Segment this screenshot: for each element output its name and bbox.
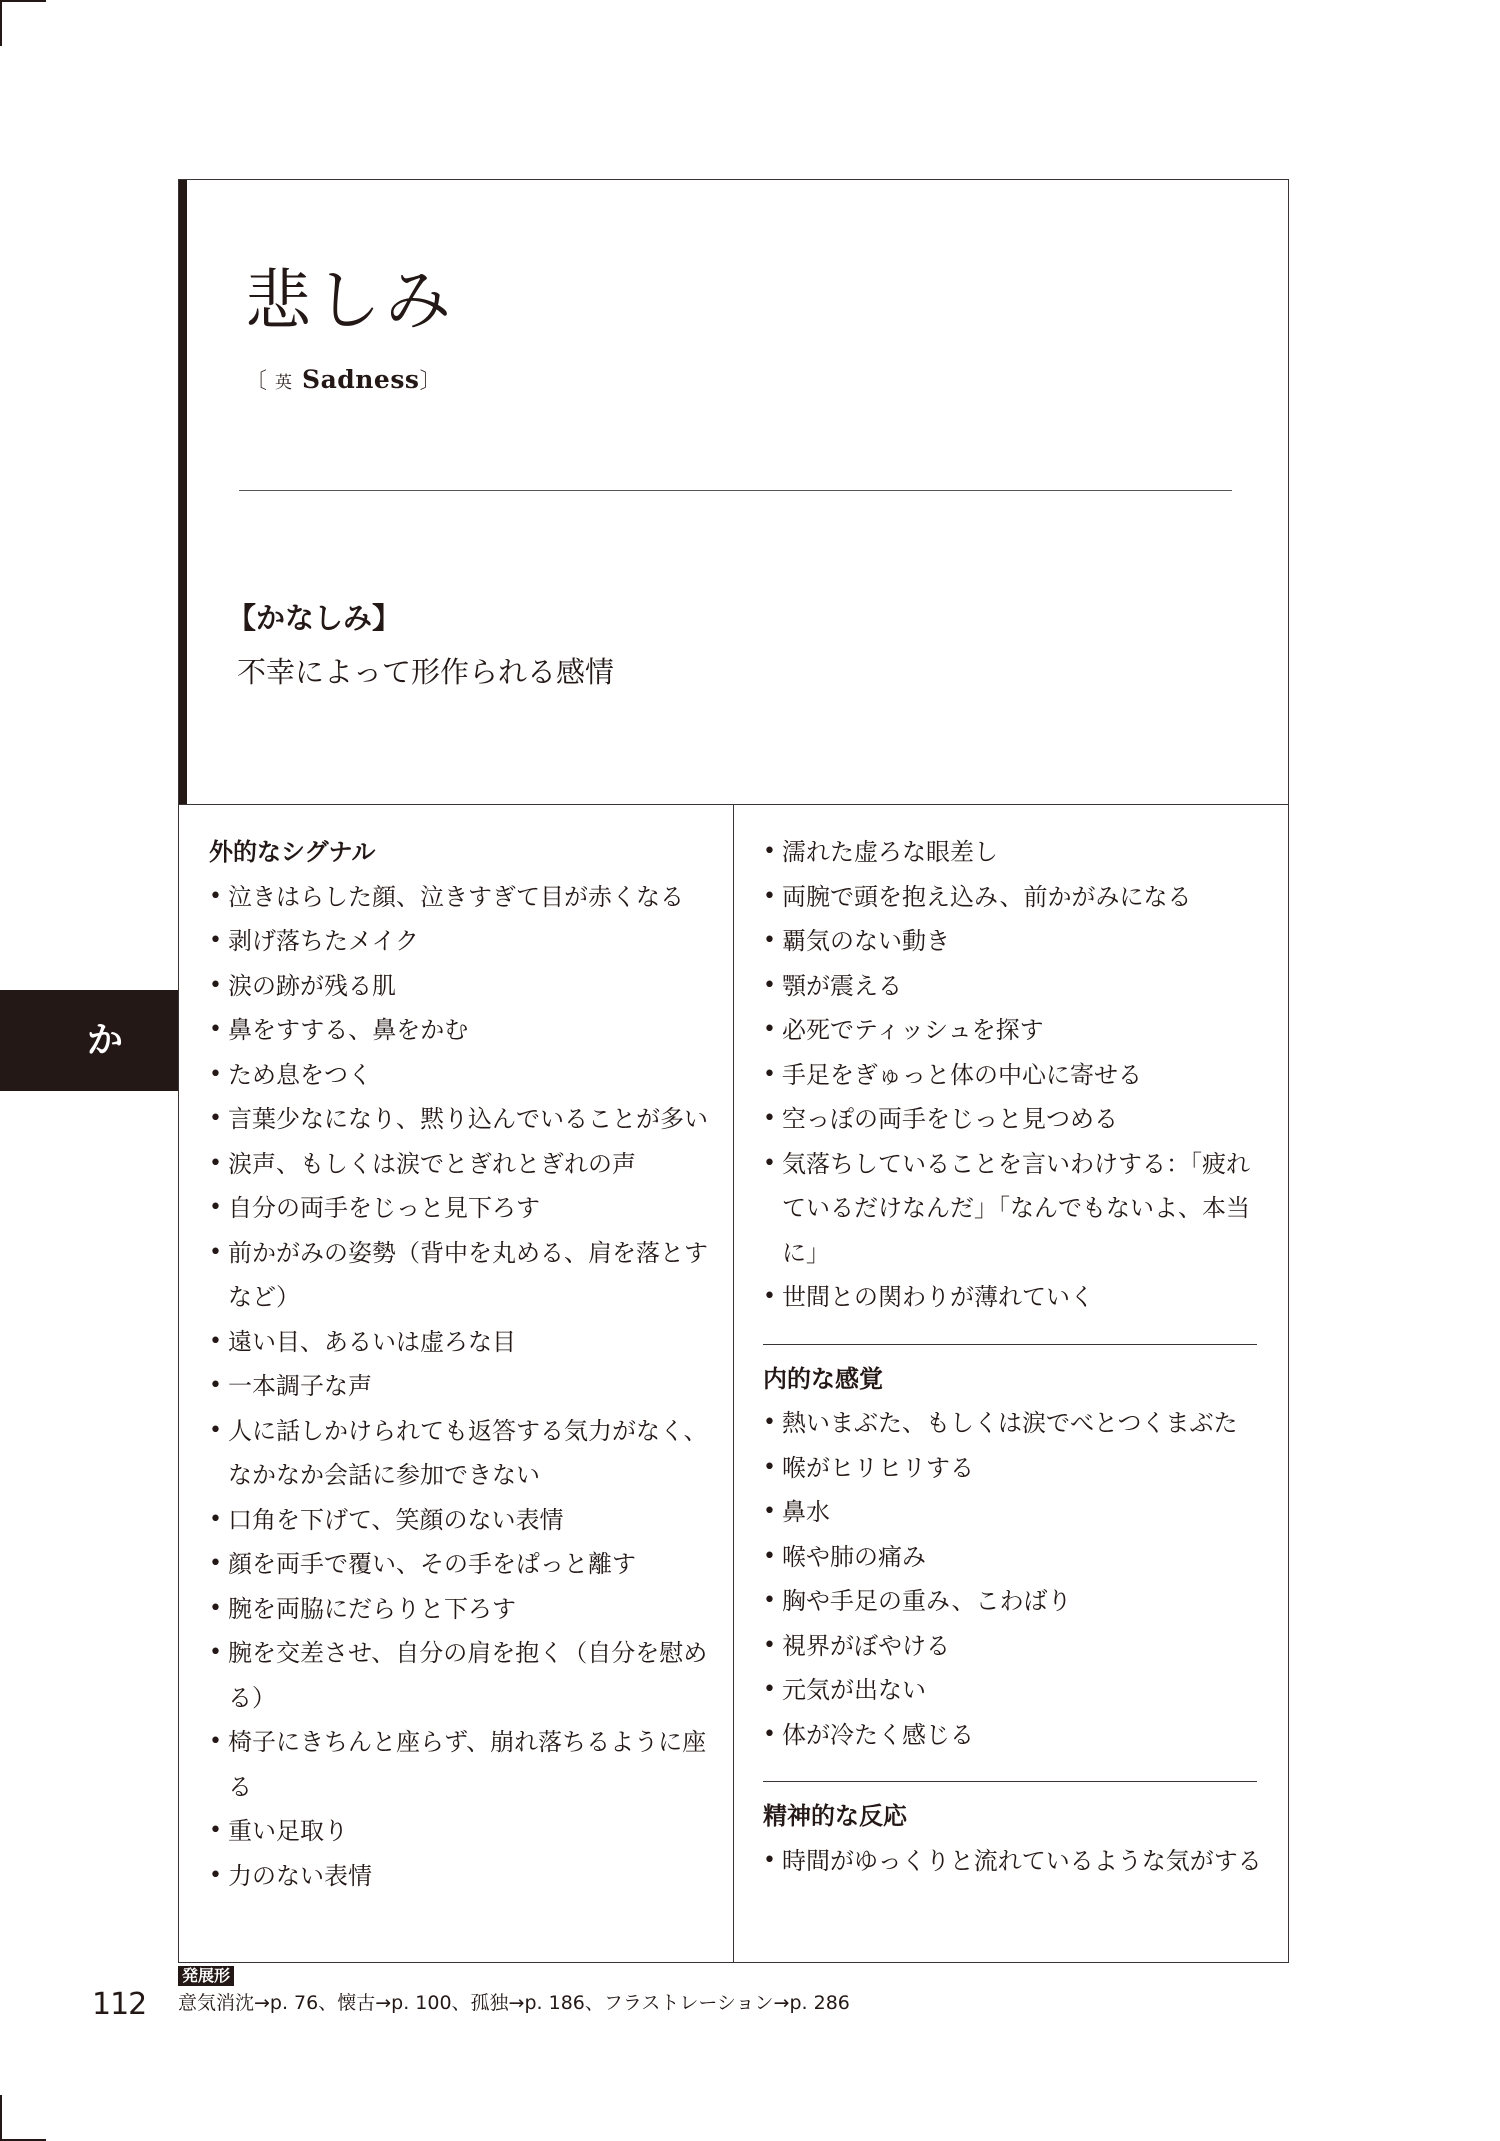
list-item: • 剥げ落ちたメイク (209, 919, 714, 964)
list-item: • 喉や肺の痛み (763, 1535, 1263, 1580)
list-item: • 鼻水 (763, 1490, 1263, 1535)
list-item: • 口角を下げて、笑顔のない表情 (209, 1498, 714, 1543)
list-item: • 重い足取り (209, 1809, 714, 1854)
list-item: • 両腕で頭を抱え込み、前かがみになる (763, 875, 1263, 920)
definition: 不幸によって形作られる感情 (237, 655, 615, 689)
left-column (209, 830, 714, 1898)
section-divider (763, 1344, 1257, 1345)
internal-sensations-heading: 内的な感覚 (763, 1364, 883, 1393)
accent-bar (179, 180, 187, 805)
list-item: • 椅子にきちんと座らず、崩れ落ちるように座る (209, 1720, 714, 1809)
language-label: 英 (275, 373, 293, 393)
list-item: • 時間がゆっくりと流れているような気がする (763, 1839, 1263, 1884)
list-item: • 腕を両脇にだらりと下ろす (209, 1587, 714, 1632)
index-tab: か (0, 990, 178, 1091)
bracket-close: 〕 (419, 369, 442, 394)
list-item: • 元気が出ない (763, 1668, 1263, 1713)
list-item: • 前かがみの姿勢（背中を丸める、肩を落とすなど） (209, 1231, 714, 1320)
list-item: • 熱いまぶた、もしくは涙でべとつくまぶた (763, 1401, 1263, 1446)
list-item: • 手足をぎゅっと体の中心に寄せる (763, 1053, 1263, 1098)
right-column (763, 830, 1263, 1883)
mental-responses-heading: 精神的な反応 (763, 1802, 907, 1830)
list-item: • 濡れた虚ろな眼差し (763, 830, 1263, 875)
bracket-open: 〔 (245, 369, 268, 394)
internal-sensations-list (763, 1401, 1263, 1757)
list-item: • 泣きはらした顔、泣きすぎて目が赤くなる (209, 875, 714, 920)
external-signals-list-continued (763, 830, 1263, 1320)
list-item: • 必死でティッシュを探す (763, 1008, 1263, 1053)
list-item: • 顔を両手で覆い、その手をぱっと離す (209, 1542, 714, 1587)
external-signals-list (209, 875, 714, 1899)
list-item: • 世間との関わりが薄れていく (763, 1275, 1263, 1320)
english-label (245, 367, 442, 393)
derivations-label: 発展形 (178, 1966, 234, 1986)
entry-card (178, 179, 1289, 1963)
list-item: • 涙声、もしくは涙でとぎれとぎれの声 (209, 1142, 714, 1187)
mental-responses-list (763, 1839, 1263, 1884)
page-number: 112 (92, 1987, 147, 2022)
list-item: • 視界がぼやける (763, 1624, 1263, 1669)
list-item: • 胸や手足の重み、こわばり (763, 1579, 1263, 1624)
list-item: • ため息をつく (209, 1053, 714, 1098)
list-item: • 自分の両手をじっと見下ろす (209, 1186, 714, 1231)
crop-mark-top-left-v (0, 0, 2, 46)
title-divider (239, 490, 1232, 491)
list-item: • 人に話しかけられても返答する気力がなく、なかなか会話に参加できない (209, 1409, 714, 1498)
english-word: Sadness (302, 365, 420, 394)
list-item: • 一本調子な声 (209, 1364, 714, 1409)
reading: 【かなしみ】 (227, 601, 402, 635)
list-item: • 鼻をすする、鼻をかむ (209, 1008, 714, 1053)
list-item: • 遠い目、あるいは虚ろな目 (209, 1320, 714, 1365)
crop-mark-top-left-h (0, 0, 46, 2)
list-item: • 空っぽの両手をじっと見つめる (763, 1097, 1263, 1142)
list-item: • 喉がヒリヒリする (763, 1446, 1263, 1491)
column-divider (733, 804, 734, 1962)
list-item: • 体が冷たく感じる (763, 1713, 1263, 1758)
list-item: • 涙の跡が残る肌 (209, 964, 714, 1009)
list-item: • 力のない表情 (209, 1854, 714, 1899)
list-item: • 腕を交差させ、自分の肩を抱く（自分を慰める） (209, 1631, 714, 1720)
list-item: • 覇気のない動き (763, 919, 1263, 964)
derivations-text: 意気消沈→p. 76、懐古→p. 100、孤独→p. 186、フラストレーション→p. 286 (178, 1992, 850, 2014)
crop-mark-bottom-left-v (0, 2095, 2, 2141)
list-item: • 言葉少なになり、黙り込んでいることが多い (209, 1097, 714, 1142)
section-divider (763, 1781, 1257, 1782)
external-signals-heading: 外的なシグナル (209, 838, 376, 866)
entry-title: 悲しみ (245, 262, 455, 339)
list-item: • 気落ちしていることを言いわけする：「疲れているだけなんだ」「なんでもないよ、本当に」 (763, 1142, 1263, 1276)
list-item: • 顎が震える (763, 964, 1263, 1009)
